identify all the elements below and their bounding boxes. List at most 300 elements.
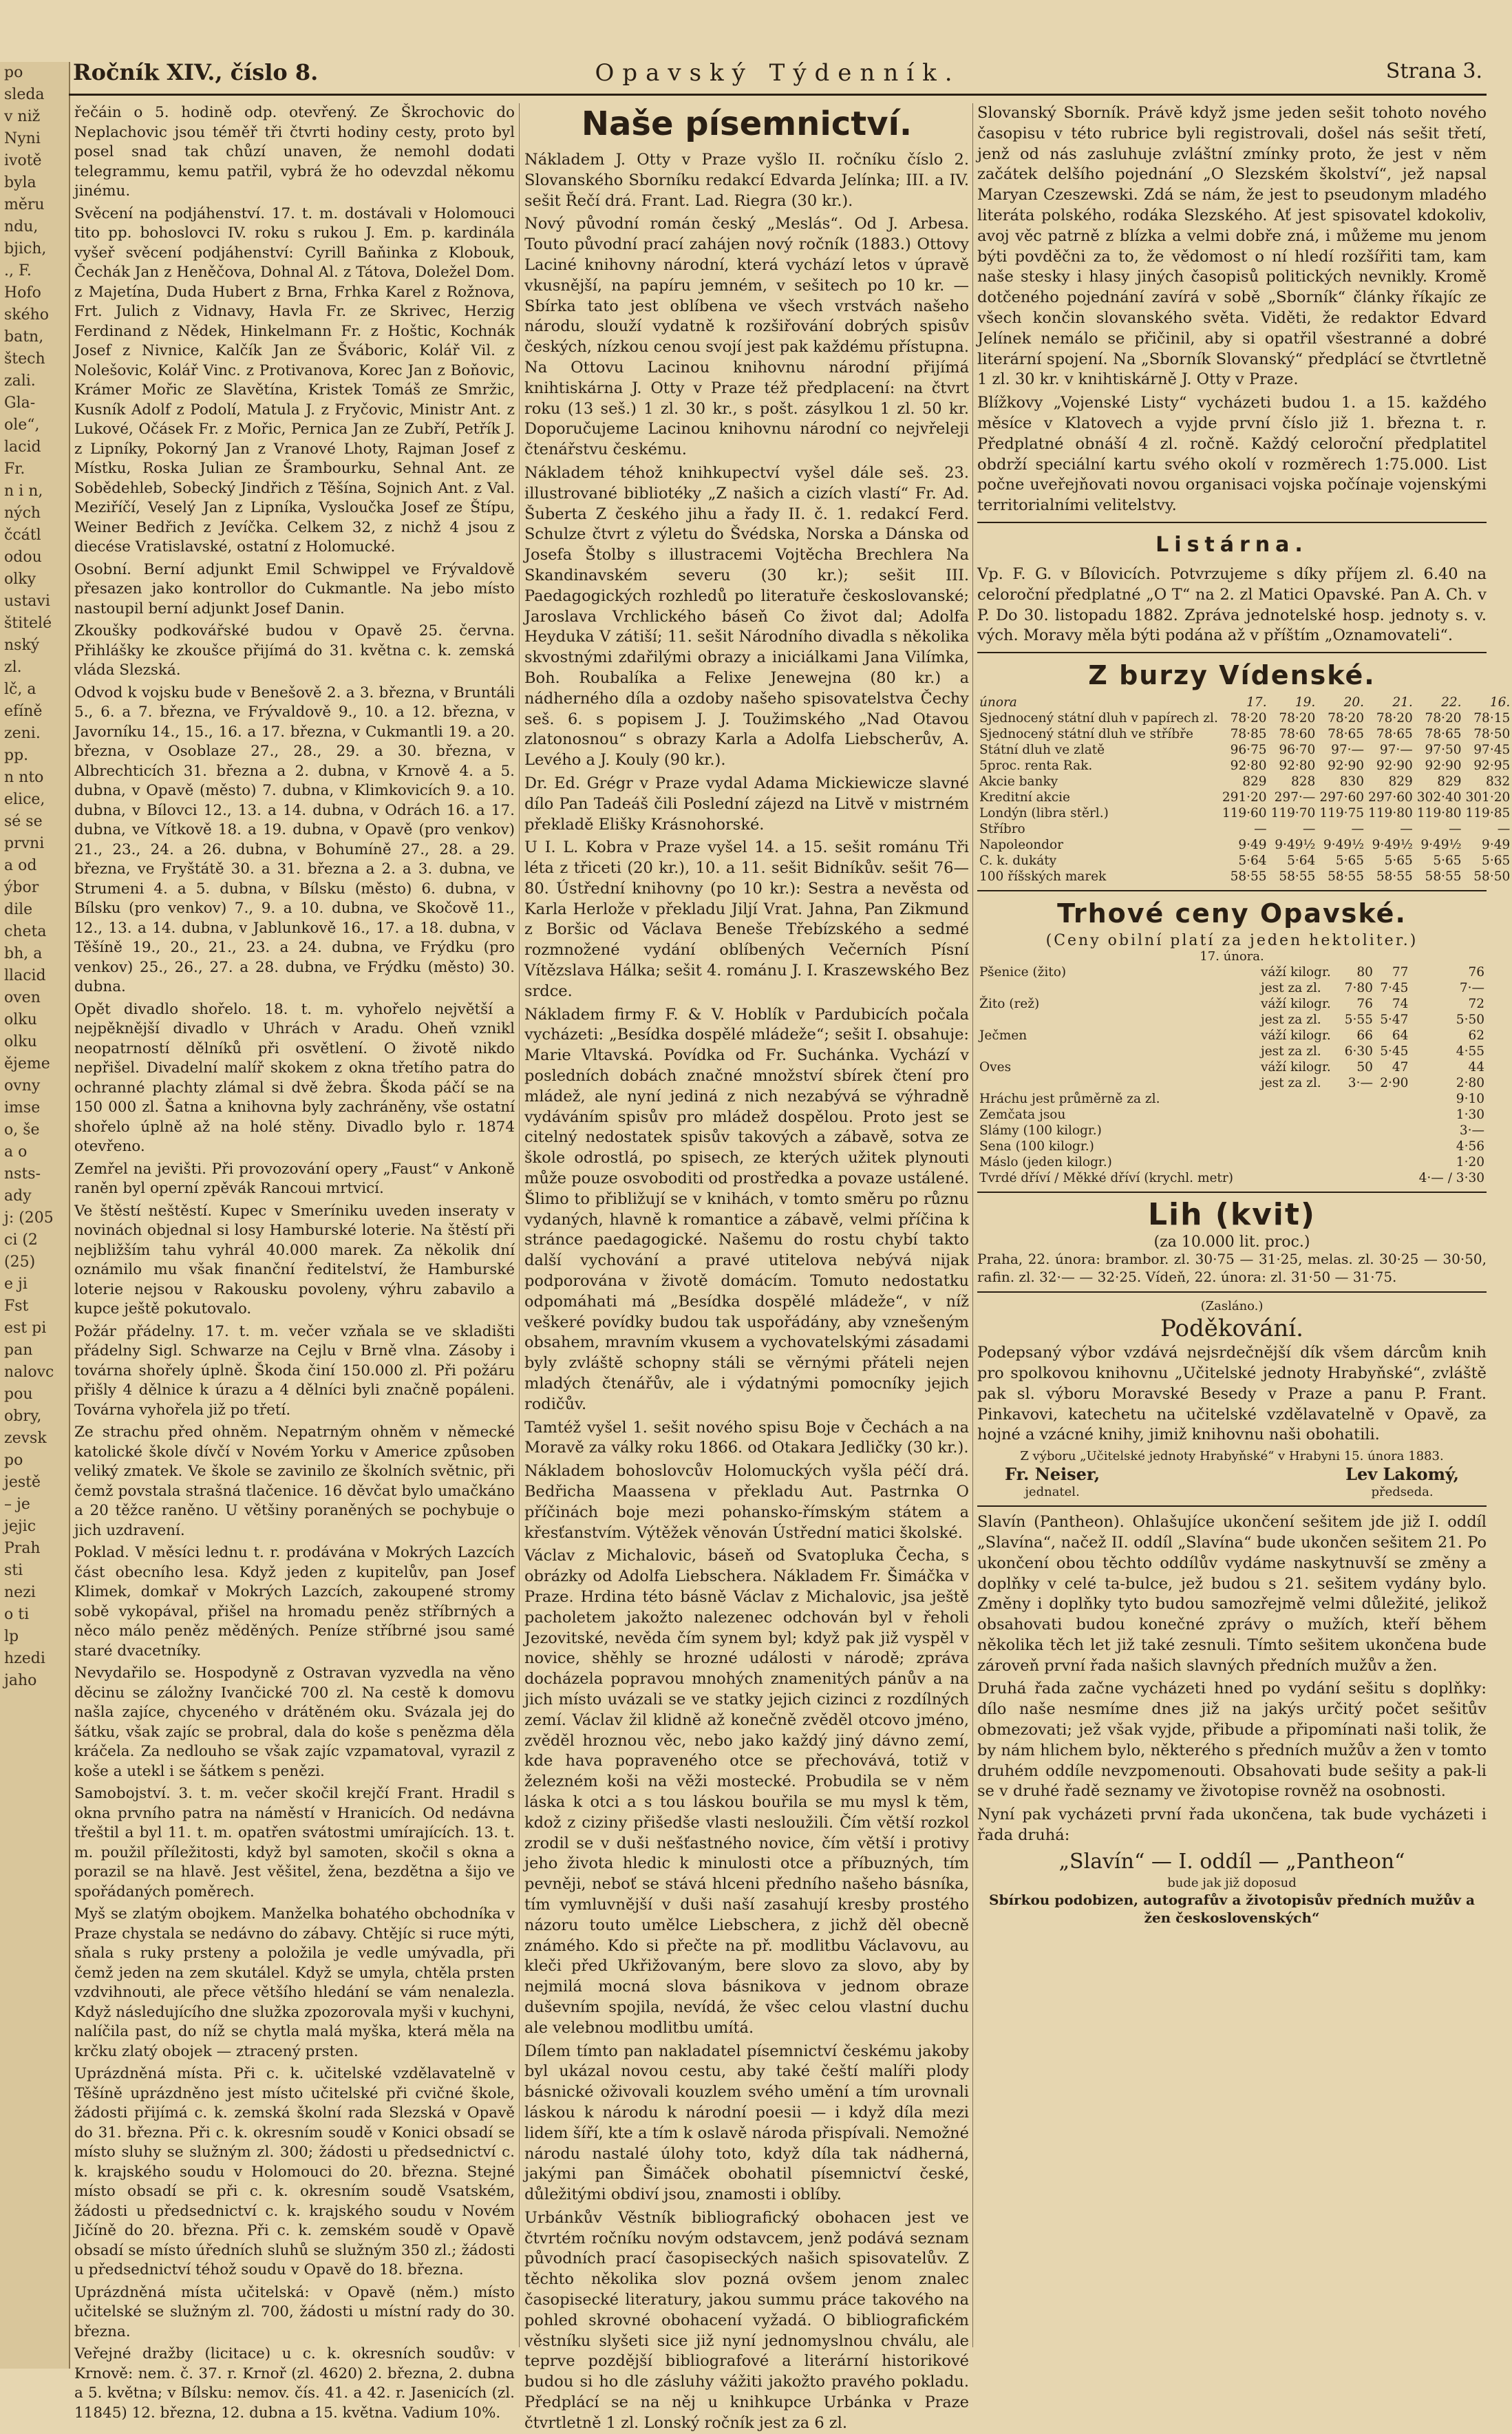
edge-fragment: ndu, [4, 218, 39, 235]
burza-value: 58·55 [1230, 869, 1267, 885]
edge-fragment: lacid [4, 438, 41, 456]
trh-cell-c: 5·50 [1456, 1013, 1484, 1028]
trh-cell-b [1375, 1154, 1410, 1170]
burza-value: 5·65 [1433, 854, 1462, 869]
edge-fragment: ci (2 [4, 1231, 38, 1249]
trh-cell-c: 2·80 [1456, 1076, 1484, 1091]
trh-cell-a [1339, 1091, 1374, 1107]
trh-cell-sub: jest za zl. [1260, 1076, 1321, 1091]
burza-value: 96·70 [1279, 743, 1316, 758]
trh-rows [977, 964, 1487, 1186]
edge-fragment: odou [4, 549, 42, 566]
burza-value: 119·70 [1270, 806, 1316, 821]
burza-day: 16. [1489, 695, 1511, 710]
burza-month: února [979, 695, 1017, 710]
slavin-banner: „Slavín“ — I. oddíl — „Pantheon“ [1058, 1849, 1405, 1874]
edge-fragment: obry, [4, 1408, 42, 1425]
table-row [977, 790, 1512, 805]
burza-value: 119·80 [1416, 806, 1462, 821]
burza-value: 58·55 [1376, 869, 1413, 885]
burza-value: 9·49 [1238, 838, 1267, 853]
edge-fragment: ., F. [4, 262, 32, 279]
edge-fragment: ole“, [4, 416, 40, 434]
table-row [977, 1170, 1487, 1186]
trh-cell-a [1339, 1170, 1374, 1186]
burza-value: 78·20 [1425, 711, 1462, 726]
trh-cell-sub [1259, 1091, 1340, 1107]
table-row [977, 774, 1512, 790]
trh-cell-c: 1·30 [1456, 1108, 1484, 1123]
burza-value: 9·49½ [1275, 838, 1316, 853]
page-number: Strana 3. [1385, 59, 1482, 83]
trh-cell-b: 5·47 [1380, 1013, 1409, 1028]
edge-fragment: batn, [4, 328, 44, 346]
trh-cell-sub: jest za zl. [1260, 1044, 1321, 1059]
burza-table [977, 695, 1512, 885]
table-row [977, 1139, 1487, 1154]
burza-value: 58·55 [1425, 869, 1462, 885]
table-row [977, 1123, 1487, 1139]
burza-value: 78·60 [1279, 727, 1316, 742]
signer-name: Fr. Neiser, [1005, 1464, 1100, 1485]
burza-value: 9·49 [1482, 838, 1511, 853]
section-title: Naše písemnictví. [581, 105, 913, 143]
edge-fragment: Nyni [4, 130, 41, 147]
trh-cell-c: 3·— [1459, 1123, 1484, 1139]
edge-fragment: a od [4, 857, 37, 874]
literature-paragraph: Dr. Ed. Grégr v Praze vydal Adama Mickiewicze slavné dílo Pan Tadeáš čili Poslední zájezd na Litvě v mistrném překladě Elišky Krásnohorské. [524, 774, 969, 834]
trh-cell-b: 2·90 [1380, 1076, 1409, 1091]
trh-cell-sub: jest za zl. [1260, 1013, 1321, 1028]
news-paragraph: Požár přádelny. 17. t. m. večer vzňala se ve skladišti přádelny Sigl. Schwarze na Cejlu v Brně vlna. Zásoby i továrna shořely úplně. Škoda činí 150.000 zl. Při požáru přišly 4 dělnice k úrazu a 4 dělníci byli značně popáleni. Továrna vyhořela již po třetí. [74, 1322, 515, 1419]
trh-cell-a: 6·30 [1344, 1044, 1373, 1059]
table-row [977, 1028, 1487, 1044]
column-market [977, 103, 1511, 2361]
edge-fragment: o ti [4, 1606, 30, 1623]
divider [977, 1192, 1487, 1193]
news-paragraph: Uprázdněná místa. Při c. k. učitelské vzdělavatelně v Těšíně uprázdněno jest místo učitelské při cvičné škole, žádosti přijímá c. k. zemská školní rada Slezská v Opavě do 31. března. Při c. k. okresním soudě v Konici obsadí se místo sluhy se služným zl. 300; žádosti u předsednictví c. k. krajského soudu v Holomouci do 20. března. Stejné místo obsadí se při c. k. okresním soudě Vsatském, žádosti u předsednictví c. k. krajského soudu v Novém Jičíně do 20. března. Při c. k. zemském soudě v Opavě obsadí se místo úředních sluhů se služným 350 zl.; žádosti u předsednictví téhož soudu v Opavě do 18. března. [74, 2065, 515, 2278]
trh-cell-c: 9·10 [1456, 1092, 1484, 1107]
edge-fragment: olku [4, 1033, 37, 1050]
burza-value: 9·49½ [1323, 838, 1365, 853]
edge-fragment: štitelé [4, 615, 52, 632]
burza-day: 22. [1441, 695, 1462, 710]
trh-cell-label: Hráchu jest průměrně za zl. [979, 1092, 1160, 1107]
burza-label: 100 říšských marek [979, 869, 1107, 885]
divider [977, 890, 1487, 891]
burza-value: 291·20 [1222, 790, 1267, 805]
edge-fragment: est pi [4, 1320, 47, 1337]
edge-fragment: v niž [4, 108, 41, 125]
burza-value: 302·40 [1416, 790, 1462, 805]
trh-cell-label: Slámy (100 kilogr.) [979, 1123, 1102, 1139]
burza-value: 5·65 [1384, 854, 1413, 869]
burza-value: 5·65 [1482, 854, 1511, 869]
divider [977, 1505, 1487, 1507]
burza-label: Londýn (libra stěrl.) [979, 806, 1109, 821]
edge-fragment: ných [4, 505, 41, 522]
burza-label: Kreditní akcie [979, 790, 1070, 805]
burza-value: 78·65 [1376, 727, 1413, 742]
news-paragraph: Veřejné dražby (licitace) u c. k. okresních soudův: v Krnově: nem. č. 37. r. Krnoř (zl. 4620) 2. března, 2. dubna a 5. května; v Bílsku: nemov. čís. 41. a 42. r. Jasenicích (zl. 11845) 12. března, 12. dubna a 15. května. Vadium 10%. [74, 2345, 515, 2422]
news-paragraph: Uprázdněná místa učitelská: v Opavě (něm.) místo učitelské se služným zl. 700, žádosti u místní rady do 30. března. [74, 2283, 515, 2340]
edge-fragment: byla [4, 174, 36, 191]
trh-cell-label: Tvrdé dříví / Měkké dříví (krychl. metr) [979, 1171, 1233, 1186]
edge-fragment: jejic [4, 1518, 36, 1535]
trh-cell-sub [1259, 1139, 1340, 1154]
table-row [977, 1154, 1487, 1170]
edge-fragment: imse [4, 1099, 41, 1117]
trh-cell-b [1375, 1170, 1410, 1186]
trh-cell-b: 74 [1392, 997, 1409, 1012]
burza-value: 829 [1388, 774, 1413, 790]
burza-value: — [1497, 822, 1511, 837]
burza-value: 97·— [1379, 743, 1413, 758]
literature-paragraph: Blížkovy „Vojenské Listy“ vycházeti budou 1. a 15. každého měsíce v Klatovech a vyjde první číslo již 1. března t. r. Předplatné obnáší 4 zl. ročně. Každý celoroční předplatitel obdrží speciální kartu svého okolí v rozměrech 1:75.000. List počne uveřejňovati novou organisaci vojska počínaje vojenskými territorialními velitelstvy. [977, 394, 1487, 515]
news-paragraph: řečáin o 5. hodině odp. otevřený. Ze Škrochovic do Neplachovic jsou téměř tři čtvrti hodiny cesty, proto byl posel snad tak chůzí unaven, že nemohl dodati telegrammu, kemu patřil, vybrá že ho odevzdal někomu jinému. [74, 104, 515, 200]
edge-fragment: zl. [4, 659, 22, 676]
signer-role: jednatel. [1025, 1485, 1080, 1500]
table-row [977, 758, 1512, 774]
slavin-banner-bottom: Sbírkou podobizen, autografův a životopisův předních mužův a žen československých“ [989, 1891, 1475, 1926]
news-paragraph: Nevydařilo se. Hospodyně z Ostravan vyzvedla na věno děcinu se záložny Ivančické 700 zl. Na cestě k domovu našla zajíce, chyceného v drátěném oku. Svázala jej do šátku, však zajíc se probral, dala do koše s penězma děla kráčela. Za nedlouho se však zajíc vzpamatoval, vyrazil z koše a utekl i se šátkem s penězi. [74, 1664, 515, 1780]
edge-fragment: Prah [4, 1540, 41, 1557]
literature-paragraph: Nákladem firmy F. & V. Hoblík v Pardubicích počala vycházeti: „Besídka dospělé mládeže“; sešit I. obsahuje: Marie Vltavská. Povídka od Fr. Suchánka. Vychází v posledních dobách značné množství sbírek čtení pro mládež, ale nyní jediná z nich nezabývá se výhradně vydáváním spisův pro mládež dospělou. Proto jest se citelný nedostatek spisův takových a zábavě, sotva ze škole odrostlá, po spisech, ze kterých užitek plynouti může pouze osvoboditi od prostředka a povaze ustálené. Šlimo to přibližují se v knihách, v tomto směru po různu vydaných, hlavně k romantice a zábavě, velmi příčina k stránce paedagogické. Našemu do rostu chybí takto další vychování a pravé utitelova nebývá nijak podporována v životě domácím. Tomuto nedostatku odpomáhati má „Besídka dospělé mládeže“, v níž veškeré povídky budou tak uspořádány, aby vznešeným obsahem, mravním vkusem a vychovatelskými zásadami byly zvláště schopny stáli se věrnými přáteli nejen mladých čtenářův, ale i výdatnými pomocníky jejich rodičův. [524, 1005, 969, 1413]
burza-value: 58·55 [1279, 869, 1316, 885]
edge-fragment: nezi [4, 1584, 36, 1601]
burza-value: 78·20 [1279, 711, 1316, 726]
burza-value: — [1254, 822, 1267, 837]
trh-cell-a: 5·55 [1344, 1013, 1373, 1028]
edge-fragment: lč, a [4, 681, 36, 698]
edge-fragment: měru [4, 196, 45, 213]
burza-day: 17. [1246, 695, 1267, 710]
edge-fragment: olky [4, 571, 36, 588]
news-paragraph: Opět divadlo shořelo. 18. t. m. vyhořelo největší a nejpěknější divadlo v Uhrách v Aradu. Oheň vznikl neopatrností dělníků při osvětlení. O životě nikdo nepřišel. Divadelní malíř skokem z okna třetího patra do ochranné plachty zlámal si dvě žebra. Škoda páčí se na 150 000 zl. Šatna a knihovna byly zachráněny, vše ostatní shořelo úplně až na holé stěny. Divadlo bylo r. 1874 otevřeno. [74, 1000, 515, 1155]
burza-value: 92·90 [1328, 759, 1365, 774]
edge-fragment: efíně [4, 703, 43, 720]
burza-value: 119·60 [1222, 806, 1267, 821]
burza-day: 21. [1392, 695, 1413, 710]
page-header [69, 55, 1487, 96]
trh-cell-c: 44 [1468, 1060, 1484, 1075]
literature-paragraph: Nákladem téhož knihkupectví vyšel dále seš. 23. illustrované bibliotéky „Z našich a cizích vlastí“ Fr. Ad. Šuberta Z českého jihu a řady II. č. 1. redakcí Ferd. Schulze čtvrt z výletu do Švédska, Norska a Dánska od Josefa Štolby s illustracemi Vojtěcha Brechlera Na Skandinavském severu (30 kr.); sešit III. Paedagogických rozhledů po literatuře českoslovanské; Jaroslava Vrchlického báseň Co život dal; Adolfa Heyduka V zátiší; 11. sešit Národního divadla s několika skvostnými zdařilými obrazy a iniciálkami Jana Vilímka, Boh. Roubalíka a Felixe Jenewejna (80 kr.) a nádherného díla a ozdoby našeho spisovatelstva Čechy seš. 6. s popisem J. J. Toužimského „Nad Otavou zlatonosnou“ s obrazy Karla a Adolfa Liebscherův, A. Levého a J. Kouly (90 kr.). [524, 463, 969, 770]
edge-fragment: po [4, 64, 23, 81]
burza-value: 58·55 [1328, 869, 1365, 885]
burza-value: 5·64 [1238, 854, 1267, 869]
edge-fragment: a o [4, 1143, 28, 1161]
edge-fragment: Fst [4, 1298, 29, 1315]
trh-cell-label: Žito (rež) [979, 997, 1040, 1012]
burza-value: 97·— [1331, 743, 1365, 758]
edge-fragment: olku [4, 1011, 37, 1028]
burza-value: 78·15 [1473, 711, 1511, 726]
edge-fragment: n i n, [4, 483, 43, 500]
trh-cell-label: Zemčata jsou [979, 1108, 1066, 1123]
edge-fragment: ustavi [4, 593, 50, 610]
burza-value: 92·95 [1473, 759, 1511, 774]
burza-label: Akcie banky [979, 774, 1058, 790]
divider [977, 522, 1487, 523]
literature-paragraph: Nákladem J. Otty v Praze vyšlo II. ročníku číslo 2. Slovanského Sborníku redakcí Edvarda Jelínka; III. a IV. sešit Řečí drá. Frant. Lad. Riegra (30 kr.). [524, 151, 969, 210]
trh-cell-b [1375, 1139, 1410, 1154]
trh-cell-label [977, 1075, 1259, 1091]
trh-cell-a: 7·80 [1344, 981, 1373, 996]
issue-number: Ročník XIV., číslo 8. [73, 59, 319, 85]
table-row [977, 710, 1512, 726]
thanks-tag: (Zasláno.) [1200, 1299, 1264, 1314]
literature-paragraph: Nový původní román český „Meslás“. Od J. Arbesa. Touto původní prací zahájen nový ročník (1883.) Ottovy Laciné knihovny národní, která vychází letos v úpravě vkusnější, na papíru jemném, v sešitech po 10 kr. — Sbírka tato jest oblíbena ve všech vrstvách našeho národu, slouží vydatně k rozšiřování dobrých spisův českých, nízkou cenou svojí jest pak každému přístupna. Na Ottovu Lacinou knihovnu národní přijímá knihtiskárna J. Otty v Praze též předplacení: na čtvrt roku (13 seš.) 1 zl. 30 kr., s pošt. zásylkou 1 zl. 50 kr. Doporučujeme Lacinou knihovnu národní co nejvřeleji čtenářstvu českému. [524, 215, 969, 459]
signatures [977, 1464, 1487, 1500]
lih-text: Praha, 22. února: brambor. zl. 30·75 — 31·25, melas. zl. 30·25 — 30·50, rafin. zl. 32·— — 32·25. Vídeň, 22. února: zl. 31·50 — 31·75. [977, 1251, 1487, 1286]
column-rule [519, 103, 520, 2347]
edge-fragment: elice, [4, 791, 45, 808]
divider [977, 1291, 1487, 1293]
trh-cell-c: 1·20 [1456, 1155, 1484, 1170]
news-paragraph: Ve štěstí neštěstí. Kupec v Smeríniku uveden inseraty v novinách objednal si losy Hamburské loterie. Na štěstí při nejbližším tahu vyhrál 40.000 marek. Za několik dní oznámilo mu však finanční ředitelství, že Hamburské loterie nejsou v Rakousku povoleny, výhru zabavilo a kupce ještě pokutovalo. [74, 1202, 515, 1317]
trh-table [977, 964, 1487, 1186]
edge-fragment: sti [4, 1562, 23, 1579]
burza-value: 297·60 [1319, 790, 1365, 805]
edge-fragment: Hofo [4, 284, 41, 301]
burza-value: 5·64 [1287, 854, 1316, 869]
listarna-title: Listárna. [1156, 532, 1308, 557]
edge-fragment: ského [4, 306, 50, 324]
edge-fragment: jestě [4, 1474, 41, 1491]
news-paragraph: Ze strachu před ohněm. Nepatrným ohněm v německé katolické škole dívčí v Novém Yorku v Americe způsoben veliký zmatek. Ve škole se zavinilo ze školních světnic, při čemž povstala strašná tlačenice. 16 děvčat bylo umačkáno a 20 těžce raněno. U většiny poraněných se pochybuje o jich uzdravení. [74, 1424, 515, 1539]
trh-cell-label: Oves [979, 1060, 1012, 1075]
trh-cell-label [977, 1012, 1259, 1028]
trh-cell-b [1375, 1091, 1410, 1107]
trh-date: 17. února. [1200, 949, 1264, 964]
literature-paragraph: Urbánkův Věstník bibliografický obohacen jest ve čtvrtém ročníku novým odstavcem, jenž podává seznam původních prací časopiseckých našich spisovatelův. Z těchto několika slov pozná ovšem jenom znalec časopisecké literatury, jakou summu práce takového na pohled skrovné obohacení vyžadá. O bibliografickém věstníku slyšeti sice již nyní jednomyslnou chválu, ale teprve pozdější bibliografové a literární historikové budou si ho dle zásluhy vážiti jakožto pravého pokladu. Předplácí se na něj u knihkupce Urbánka v Praze čtvrtletně 1 zl. Lonský ročník jest za 6 zl. [524, 2208, 969, 2432]
burza-value: 96·75 [1230, 743, 1267, 758]
news-paragraph: Samobojství. 3. t. m. večer skočil krejčí Frant. Hradil s okna prvního patra na náměstí v Hranicích. Od nedávna třeštil a byl 11. t. m. opatřen svátostmi umírajících. 13. t. m. použil příležitosti, když byl samoten, skočil s okna a porazil se na hlavě. Jest věšitel, žena, bezdětna a šijo ve spořádaných poměrech. [74, 1785, 515, 1901]
trh-cell-a: 80 [1356, 965, 1373, 980]
edge-fragment: dile [4, 901, 33, 918]
table-row [977, 1059, 1487, 1075]
edge-fragment: cheta [4, 923, 47, 940]
burza-value: 9·49½ [1420, 838, 1462, 853]
edge-fragment: sleda [4, 86, 45, 103]
burza-day: 20. [1343, 695, 1365, 710]
burza-value: 92·80 [1279, 759, 1316, 774]
burza-value: 92·80 [1230, 759, 1267, 774]
trh-cell-b [1375, 1123, 1410, 1139]
trh-cell-c: 4·55 [1456, 1044, 1484, 1059]
trh-cell-c: 4·— / 3·30 [1418, 1171, 1484, 1186]
trh-cell-c: 7·— [1459, 981, 1484, 996]
trh-cell-b: 7·45 [1380, 981, 1409, 996]
literature-paragraph: Nákladem bohoslovcův Holomuckých vyšla péčí drá. Bedřicha Maassena v překladu Aut. Pastrnka O příčinách boje mezi pohansko-římským státem a křesťanstvím. Výtěžek věnován Ústřední matici školské. [524, 1462, 969, 1542]
table-row [977, 853, 1512, 869]
edge-fragment: n nto [4, 769, 44, 786]
table-row [977, 695, 1512, 710]
edge-fragment: j: (205 [4, 1209, 54, 1227]
burza-value: 78·20 [1230, 711, 1267, 726]
burza-value: 97·50 [1425, 743, 1462, 758]
edge-fragment: ivotě [4, 152, 42, 169]
burza-value: — [1302, 822, 1316, 837]
signer [1345, 1464, 1459, 1500]
edge-fragment: nsts- [4, 1165, 41, 1183]
trh-cell-sub: váží kilogr. [1260, 1028, 1331, 1044]
literature-paragraph: Václav z Michalovic, báseň od Svatopluka Čecha, s obrázky od Adolfa Liebschera. Nákladem Fr. Šimáčka v Praze. Hrdina této básně Václav z Michalovic, jsa ještě pacholetem jakožto nalezenec odchován byl v řeholi Jezovitské, nevěda čím synem byl; když pak již vyspěl v novice, shěhly se hrozné události v národě; zpráva docházela popravou mnohých znamenitých pánův a na jich místo uvázali se ve statky jejich cizinci z rozdílných zemí. Václav žil klidně až konečně zvěděl otcovo jméno, zvěděl hroznou věc, nebo jako každý jiný dávno zemí, kde hava popraveného otce se přechovává, totiž v železném koši na věži mostecké. Probudila se v něm láska k otci a s tou láskou bouřila se mu mysl k těm, kdož z ciziny přišedše vlasti nesloužili. Čím větší rozkol zrodil se v duši nešťastného novice, čím větší i protivy jeho života hledic k minulosti otce a příbuzných, tím pevněji, neboť se stává hlceni předního našeho básníka, tím vymluvnější v duši naší zasahují kresby prostého názoru touto umělce Liebschera, z jichž děl obecně známého. Kdo si přečte na př. modlitbu Václavovu, au kleči před Ukřižovaným, bere slovo za slovo, aby by nejmilá mocná slova básnikova v jednom obraze duševním spojila, nevídá, že všec celou vlastní duchu ale velebnou modlitbu umítá. [524, 1547, 969, 2037]
edge-fragment: ějeme [4, 1055, 50, 1072]
table-row [977, 980, 1487, 996]
edge-fragment: pan [4, 1342, 33, 1359]
table-row [977, 1107, 1487, 1123]
burza-value: — [1351, 822, 1365, 837]
column-news [74, 103, 515, 2422]
burza-value: 92·90 [1376, 759, 1413, 774]
burza-value: 78·85 [1230, 727, 1267, 742]
burza-value: 5·65 [1335, 854, 1365, 869]
trh-cell-sub: váží kilogr. [1260, 965, 1331, 980]
table-row [977, 1091, 1487, 1107]
burza-title: Z burzy Vídenské. [1088, 660, 1376, 691]
burza-label: Napoleondor [979, 838, 1063, 853]
literature-paragraph: Dílem tímto pan nakladatel písemnictví českému jakoby byl ukázal novou cestu, aby také čeští malíři plody básnické oživovali kouzlem svého umění a tím urovnali láskou k národu k národní poesii — i když díla mezi lidem šíří, kte a tím k oslavě národa přispívali. Nemožné národu nastalé úlohy toto, když díla tak nádherná, jakými pan Šimáček obohatil písemnictví české, důležitými obdiví jsou, znamosti i oblíby. [524, 2042, 969, 2204]
trh-cell-b: 64 [1392, 1028, 1409, 1044]
burza-value: 830 [1339, 774, 1365, 790]
edge-fragment: hzedi [4, 1650, 45, 1667]
trh-cell-sub [1259, 1170, 1340, 1186]
table-row [977, 726, 1512, 742]
slavin-text: Slavín (Pantheon). Ohlašujíce ukončení sešitem jde již I. oddíl „Slavína“, načež II. oddíl „Slavína“ bude ukončen sešitem 21. Po ukončení obou těchto oddílův vydáme naskytnuvší se změny a doplňky v celé ta-bulce, jež budou s 21. sešitem vydány bylo. Změny i doplňky tyto budou samozřejmě velmi důležité, jelikož obsahovati budou konečné zprávy o mužích, kteří během několika těch let již také zesnuli. Tímto sešitem ukončena bude zároveň první řada našich slavných předních mužův a žen. [977, 1513, 1487, 1675]
trh-cell-a: 50 [1356, 1060, 1373, 1075]
table-row [977, 996, 1487, 1012]
burza-day: 19. [1295, 695, 1316, 710]
edge-fragment: čcátl [4, 527, 41, 544]
lih-subtitle: (za 10.000 lit. proc.) [1153, 1234, 1310, 1251]
divider [977, 652, 1487, 653]
trh-cell-c: 76 [1468, 965, 1484, 980]
edge-fragment: bh, a [4, 945, 43, 962]
trh-cell-sub [1259, 1154, 1340, 1170]
trh-cell-sub: váží kilogr. [1260, 997, 1331, 1012]
trh-cell-b [1375, 1107, 1410, 1123]
edge-fragment: zevsk [4, 1430, 47, 1447]
column-rule [972, 103, 973, 2347]
signer-name: Lev Lakomý, [1345, 1464, 1459, 1485]
trh-cell-label [977, 1044, 1259, 1059]
trh-cell-c: 72 [1468, 997, 1484, 1012]
edge-fragment: nalovc [4, 1364, 54, 1381]
table-row [977, 1044, 1487, 1059]
trh-cell-a [1339, 1107, 1374, 1123]
edge-fragment: jaho [4, 1672, 37, 1689]
table-row [977, 837, 1512, 853]
lih-title: Lih (kvit) [1147, 1197, 1317, 1233]
burza-value: 301·20 [1465, 790, 1511, 805]
burza-value: 828 [1291, 774, 1316, 790]
listarna-text: Vp. F. G. v Bílovicích. Potvrzujeme s díky příjem zl. 6.40 na celoroční předplatné „O T“ na 2. zl Matici Opavské. Pan A. Ch. v P. Do 30. listopadu 1882. Zpráva jednotelské hosp. jednoty s. v. vých. Moravy měla býti podána až v příštím „Oznamovateli“. [977, 564, 1487, 645]
thanks-text: Podepsaný výbor vzdává nejsrdečnější dík všem dárcům knih pro spolkovou knihovnu „Učitelské jednoty Hrabyňské“, zvláště pak sl. výboru Moravské Besedy v Praze a panu P. Frant. Pinkavovi, katechetu na učitelské vzdělavatelně v Opavě, za hojné a vzácné knihy, jimiž knihovnu naši obohatili. [977, 1344, 1487, 1444]
edge-fragment: pp. [4, 747, 29, 764]
column-literature [524, 103, 969, 2432]
burza-value: 119·80 [1368, 806, 1413, 821]
burza-label: Sjednocený státní dluh v papírech zl. [979, 711, 1218, 726]
news-paragraph: Svěcení na podjáhenství. 17. t. m. dostávali v Holomouci tito pp. bohoslovci IV. roku s rukou J. Em. p. kardinála vyšeř svěcení podjáhenství: Cyrill Baňinka z Klobouk, Čechák Jan z Heněčova, Dohnal Al. z Tátova, Doležel Dom. z Majetína, Duda Hubert z Brna, Frhka Karel z Rožnova, Frt. Julich z Vidnavy, Havla Fr. ze Skrivec, Herzig Ferdinand z Nědek, Hinkelmann Fr. z Hoštic, Kochnák Josef z Nivnice, Kalčík Jan ze Šváboric, Kolář Vil. z Nolešovic, Kolář Vinc. z Protivanova, Korec Jan z Boňovic, Krámer Mořic ze Slavětína, Kristek Tomáš ze Smržic, Kusník Adolf z Podolí, Matula J. z Fryčovic, Ministr Ant. z Lukové, Očásek Fr. z Mořic, Pernica Jan ze Zubří, Petřík J. z Lipníky, Pokorný Jan z Vranové Lhoty, Rajman Josef z Místku, Roska Julian ze Šrambourku, Sehnal Ant. ze Sobědehleb, Sobecký Jindřich z Těšína, Sojnich Ant. z Val. Meziříčí, Veselý Jan z Lipníka, Vysloučka Josef ze Štípu, Weiner Bedřich z Jevíčka. Celkem 32, z nichž 4 jsou z diecése Vratislavské, ostatní z Holomucké. [74, 204, 515, 555]
slavin-text: Druhá řada začne vycházeti hned po vydání sešitu s doplňky: dílo naše nesmíme dnes již na jakýs určitý počet sešitův obmezovati; jež však vyjde, přibude a připomínati naši tolik, že by nám hlichem bylo, některého s předních mužův a žen v tomto druhém oddíle nevzpomenouti. Obsahovati bude sešity a pak-li se v druhé řadě seznamy ve životopise rovněž na osobnosti. [977, 1680, 1487, 1801]
edge-fragment: zeni. [4, 725, 41, 742]
edge-fragment: sé se [4, 813, 43, 830]
trh-cell-sub: váží kilogr. [1260, 1060, 1331, 1075]
news-paragraph: Zemřel na jevišti. Při provozování opery „Faust“ v Ankoně raněn byl operní zpěvák Rancoui mrtvicí. [74, 1160, 515, 1197]
edge-fragment: po [4, 1452, 23, 1469]
trh-cell-label: Sena (100 kilogr.) [979, 1139, 1094, 1154]
signer [1005, 1464, 1100, 1500]
thanks-title: Poděkování. [1160, 1315, 1303, 1343]
burza-value: 78·20 [1328, 711, 1365, 726]
trh-cell-label: Ječmen [979, 1028, 1027, 1044]
burza-value: 829 [1242, 774, 1267, 790]
table-row [977, 1012, 1487, 1028]
news-paragraph: Zkoušky podkovářské budou v Opavě 25. června. Přihlášky ke zkoušce přijímá do 31. května c. k. zemská vláda Slezská. [74, 622, 515, 679]
edge-fragment: Gla- [4, 394, 36, 412]
newspaper-title: Opavský Týdenník. [595, 59, 961, 87]
trh-cell-sub [1259, 1123, 1340, 1139]
burza-value: 297·— [1274, 790, 1316, 805]
edge-fragment: – je [4, 1496, 30, 1513]
burza-value: 829 [1437, 774, 1462, 790]
trh-cell-b: 77 [1392, 965, 1409, 980]
thanks-sign-intro: Z výboru „Učitelské jednoty Hrabyňské“ v Hrabyni 15. února 1883. [1020, 1449, 1444, 1464]
literature-paragraph: Tamtéž vyšel 1. sešit nového spisu Boje v Čechách a na Moravě za války roku 1866. od Otakara Jedličky (30 kr.). [524, 1418, 969, 1457]
literature-paragraph: Slovanský Sborník. Právě když jsme jeden sešit tohoto nového časopisu v této rubrice byli registrovali, došel nás sešit třetí, jenž od nás zasluhuje zvláštní zmínky proto, že jest v něm začátek delšího pojednání „O Slezském školství“, jež napsal Maryan Czeszewski. Zdá se nám, že jest to pseudonym mladého literáta polského, rodáka Slezského. Ať jest spisovatel kdokoliv, avoj věc patrně z blízka a velmi dobře zná, i můžeme mu jenom býti povděčni za to, že vědomost o ní hledí rozšířiti tam, kam naše stesky i hlasy jiných časopisů politických nevnikly. Kromě dotčeného pojednání zavírá v sobě „Sborník“ články říkajíc ze všech končin slovanského světa. Viděti, že redaktor Edvard Jelínek nemálo se přičinil, aby si opatřil všestranné a dobré literární spojení. Na „Sborník Slovanský“ předplácí se čtvrtletně 1 zl. 30 kr. v knihtiskárně J. Otty v Praze. [977, 104, 1487, 389]
trh-cell-label: Pšenice (žito) [979, 965, 1067, 980]
burza-label: Stříbro [979, 822, 1025, 837]
news-paragraph: Myš se zlatým obojkem. Manželka bohatého obchodníka v Praze chystala se nedávno do zábavy. Chtějíc si ruce mýti, sňala s ruky prsteny a položila je vedle umývadla, při čemž jeden na zem skutálel. Když se umyla, chtěla prsten vzdvihnouti, ale přece většího hledání se vám nenalezla. Když následujícího dne služka zpozorovala myši v kuchyni, nalíčila past, do níž se chytla malá myška, která měla na krčku zlatý obojek — ztracený prsten. [74, 1905, 515, 2060]
burza-value: 119·75 [1319, 806, 1365, 821]
edge-fragment: bjich, [4, 240, 47, 257]
burza-value: 78·65 [1425, 727, 1462, 742]
table-row [977, 821, 1512, 837]
trh-cell-sub [1259, 1107, 1340, 1123]
edge-fragment: prvni [4, 835, 45, 852]
trh-cell-a [1339, 1139, 1374, 1154]
trh-cell-a: 66 [1356, 1028, 1373, 1044]
signer-role: předseda. [1371, 1485, 1434, 1500]
trh-cell-a [1339, 1123, 1374, 1139]
trh-subtitle: (Ceny obilní platí za jeden hektoliter.) [1045, 932, 1418, 950]
burza-value: 9·49½ [1372, 838, 1413, 853]
table-row [977, 805, 1512, 821]
burza-value: 92·90 [1425, 759, 1462, 774]
burza-value: 78·20 [1376, 711, 1413, 726]
edge-fragment: zali. [4, 372, 36, 390]
burza-label: C. k. dukáty [979, 854, 1057, 869]
edge-fragment: ady [4, 1187, 32, 1205]
trh-cell-b: 47 [1392, 1060, 1409, 1075]
edge-fragment: štech [4, 350, 45, 368]
edge-fragment: oven [4, 989, 41, 1006]
table-row [977, 964, 1487, 980]
burza-value: 832 [1485, 774, 1511, 790]
edge-fragment: ovny [4, 1077, 41, 1094]
burza-label: Státní dluh ve zlatě [979, 743, 1105, 758]
burza-value: 119·85 [1465, 806, 1511, 821]
edge-fragment: lp [4, 1628, 19, 1645]
trh-title: Trhové ceny Opavské. [1057, 898, 1407, 929]
slavin-banner-sub: bude jak již doposud [1167, 1875, 1297, 1890]
literature-paragraph: U I. L. Kobra v Praze vyšel 14. a 15. sešit románu Tři léta z třiceti (20 kr.), 10. a 11. sešit Bidníkův. sešit 76—80. Ústřední knihovny (po 10 kr.): Sestra a nevěsta od Karla Herlože v překladu Jiljí Vrat. Jahna, Pan Zikmund z Boršic od Václava Beneše Třebízského a sedmé rozmnožené vydání oblíbených Večerních Písní Vítězslava Hálka; sešit 4. románu J. I. Kraszewského Bez srdce. [524, 838, 969, 1000]
trh-cell-a: 3·— [1348, 1076, 1373, 1091]
trh-cell-a [1339, 1154, 1374, 1170]
slavin-text: Nyní pak vycházeti první řada ukončena, tak bude vycházeti i řada druhá: [977, 1806, 1487, 1845]
trh-cell-c: 4·56 [1456, 1139, 1484, 1154]
